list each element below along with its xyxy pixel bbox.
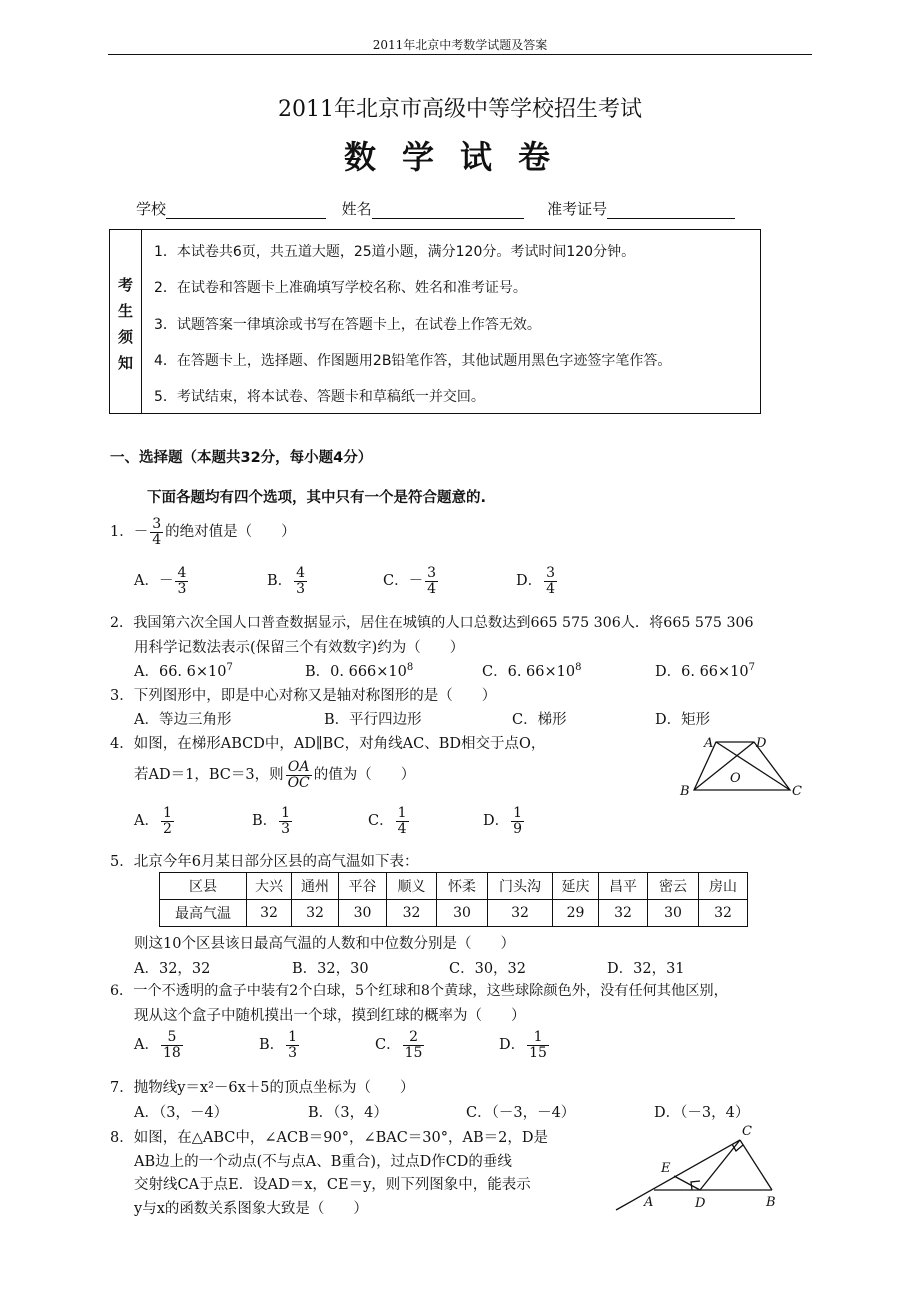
candidate-notice xyxy=(109,229,761,414)
label-a: A xyxy=(704,736,714,751)
q8-stem-3: 交射线CA于点E．设AD＝x，CE＝y，则下列图象中，能表示 xyxy=(134,1177,531,1193)
segment-ed xyxy=(674,1176,700,1190)
q1-option-c[interactable]: C．－ $\frac{3}{4}$ xyxy=(383,565,437,597)
q4-option-a[interactable]: A． $\frac{1}{2}$ xyxy=(134,805,172,837)
paper-title: 数学试卷 xyxy=(343,138,576,176)
q3-option-a[interactable]: A．等边三角形 xyxy=(134,712,232,728)
label-e: E xyxy=(661,1161,671,1176)
school-label: 学校 xyxy=(136,200,167,218)
side-char: 知 xyxy=(117,354,133,372)
label-a: A xyxy=(644,1195,654,1210)
exam-title: 2011年北京市高级中等学校招生考试 xyxy=(278,97,642,122)
q3-option-b[interactable]: B．平行四边形 xyxy=(324,712,422,728)
notice-rule: 1．本试卷共6页，共五道大题，25道小题，满分120分。考试时间120分钟。 xyxy=(154,244,636,260)
trapezoid-figure xyxy=(670,728,810,804)
q4-stem-2: 若AD＝1，BC＝3，则 $\frac{OA}{OC}$ 的值为（ ） xyxy=(134,759,416,791)
q7-option-d[interactable]: D．（－3，4） xyxy=(654,1105,750,1121)
q6-option-c[interactable]: C． $\frac{2}{15}$ xyxy=(375,1029,423,1061)
minus-sign: － xyxy=(133,524,149,541)
q5-option-c[interactable]: C．30，32 xyxy=(449,961,526,977)
q4-option-b[interactable]: B． $\frac{1}{3}$ xyxy=(252,805,291,837)
q6-stem: 6．一个不透明的盒子中装有2个白球，5个红球和8个黄球，这些球除颜色外，没有任何其他区别， xyxy=(110,983,728,999)
q6-option-d[interactable]: D． $\frac{1}{15}$ xyxy=(499,1029,547,1061)
ray-ca xyxy=(616,1140,740,1210)
notice-rule: 3．试题答案一律填涂或书写在答题卡上，在试卷上作答无效。 xyxy=(154,317,541,333)
label-c: C xyxy=(742,1124,752,1139)
name-label: 姓名 xyxy=(341,200,372,218)
notice-side xyxy=(110,230,142,413)
exam-no-label: 准考证号 xyxy=(547,200,608,218)
q8-stem: 8．如图，在△ABC中，∠ACB＝90°，∠BAC＝30°，AB＝2，D是 xyxy=(110,1130,548,1146)
q2-option-c[interactable]: C．6. $66\times 10^8$ xyxy=(482,662,582,680)
label-o: O xyxy=(730,771,741,786)
q4-option-c[interactable]: C． $\frac{1}{4}$ xyxy=(368,805,407,837)
diagonal-bd xyxy=(694,742,754,790)
q7-option-b[interactable]: B．（3，4） xyxy=(308,1105,388,1121)
temperature-table xyxy=(159,872,748,927)
q3-option-c[interactable]: C．梯形 xyxy=(512,712,567,728)
q5-ask: 则这10个区县该日最高气温的人数和中位数分别是（ ） xyxy=(134,936,515,952)
q-stem: 的绝对值是（ ） xyxy=(165,524,296,541)
q1-option-d[interactable]: D． $\frac{3}{4}$ xyxy=(516,565,556,597)
q8-stem-2: AB边上的一个动点(不与点A、B重合)，过点D作CD的垂线 xyxy=(134,1154,512,1170)
school-blank[interactable] xyxy=(166,202,326,219)
label-d: D xyxy=(695,1196,706,1211)
running-header: 2011年北京中考数学试题及答案 xyxy=(372,38,548,52)
side-char: 考 xyxy=(117,276,133,294)
q1-option-a[interactable]: A．－ $\frac{4}{3}$ xyxy=(134,565,187,597)
q2-option-a[interactable]: A．66. $6\times 10^7$ xyxy=(134,662,233,680)
q5-stem: 5．北京今年6月某日部分区县的高气温如下表： xyxy=(110,854,419,870)
q3-option-d[interactable]: D．矩形 xyxy=(655,712,711,728)
label-d: D xyxy=(756,736,767,751)
side-char: 须 xyxy=(117,328,133,346)
q2-stem: 2．我国第六次全国人口普查数据显示，居住在城镇的人口总数达到665 575 306人．将665 575 306 xyxy=(110,615,754,631)
q6-option-a[interactable]: A． $\frac{5}{18}$ xyxy=(134,1029,181,1061)
right-angle-c xyxy=(732,1144,743,1151)
notice-rule: 4．在答题卡上，选择题、作图题用2B铅笔作答，其他试题用黑色字迹签字笔作答。 xyxy=(154,353,672,369)
label-b: B xyxy=(766,1195,776,1210)
q4-option-d[interactable]: D． $\frac{1}{9}$ xyxy=(483,805,523,837)
q2-option-d[interactable]: D．6. $66\times 10^7$ xyxy=(655,662,755,680)
q7-stem: 7．抛物线y＝x²－6x＋5的顶点坐标为（ ） xyxy=(110,1080,415,1096)
q8-stem-4: y与x的函数关系图象大致是（ ） xyxy=(134,1201,368,1217)
q2-stem-2: 用科学记数法表示(保留三个有效数字)约为（ ） xyxy=(134,640,465,656)
q1-option-b[interactable]: B． $\frac{4}{3}$ xyxy=(267,565,306,597)
q6-option-b[interactable]: B． $\frac{1}{3}$ xyxy=(259,1029,298,1061)
q-number: 1． xyxy=(110,524,134,541)
q5-option-b[interactable]: B．32，30 xyxy=(292,961,369,977)
side-char: 生 xyxy=(117,302,133,320)
table-row: 最高气温 32 32 30 32 30 32 29 32 30 32 xyxy=(160,900,748,927)
q5-option-a[interactable]: A．32，32 xyxy=(134,961,211,977)
section-intro: 下面各题均有四个选项，其中只有一个是符合题意的. xyxy=(147,490,487,506)
question-1 xyxy=(110,517,296,547)
triangle-figure xyxy=(612,1120,792,1216)
label-c: C xyxy=(792,784,802,799)
q6-stem-2: 现从这个盒子中随机摸出一个球，摸到红球的概率为（ ） xyxy=(134,1008,526,1024)
q5-option-d[interactable]: D．32，31 xyxy=(607,961,685,977)
header-rule xyxy=(108,54,812,55)
notice-rule: 5．考试结束，将本试卷、答题卡和草稿纸一并交回。 xyxy=(154,389,485,405)
fraction: $\frac{3}{4}$ xyxy=(152,516,162,548)
section-title: 一、选择题（本题共32分，每小题4分） xyxy=(110,450,373,466)
info-fields xyxy=(136,198,735,219)
q3-stem: 3．下列图形中，即是中心对称又是轴对称图形的是（ ） xyxy=(110,688,497,704)
segment-cb xyxy=(740,1140,772,1190)
notice-rule: 2．在试卷和答题卡上准确填写学校名称、姓名和准考证号。 xyxy=(154,280,527,296)
q4-stem: 4．如图，在梯形ABCD中，AD∥BC，对角线AC、BD相交于点O， xyxy=(110,736,546,752)
diagonal-ac xyxy=(716,742,790,790)
label-b: B xyxy=(680,784,690,799)
name-blank[interactable] xyxy=(372,202,524,219)
q7-option-a[interactable]: A．（3，－4） xyxy=(134,1105,229,1121)
q2-option-b[interactable]: B．0. $666\times 10^8$ xyxy=(305,662,414,680)
q7-option-c[interactable]: C．（－3，－4） xyxy=(466,1105,576,1121)
table-row: 区县 大兴 通州 平谷 顺义 怀柔 门头沟 延庆 昌平 密云 房山 xyxy=(160,873,748,900)
exam-no-blank[interactable] xyxy=(607,202,735,219)
